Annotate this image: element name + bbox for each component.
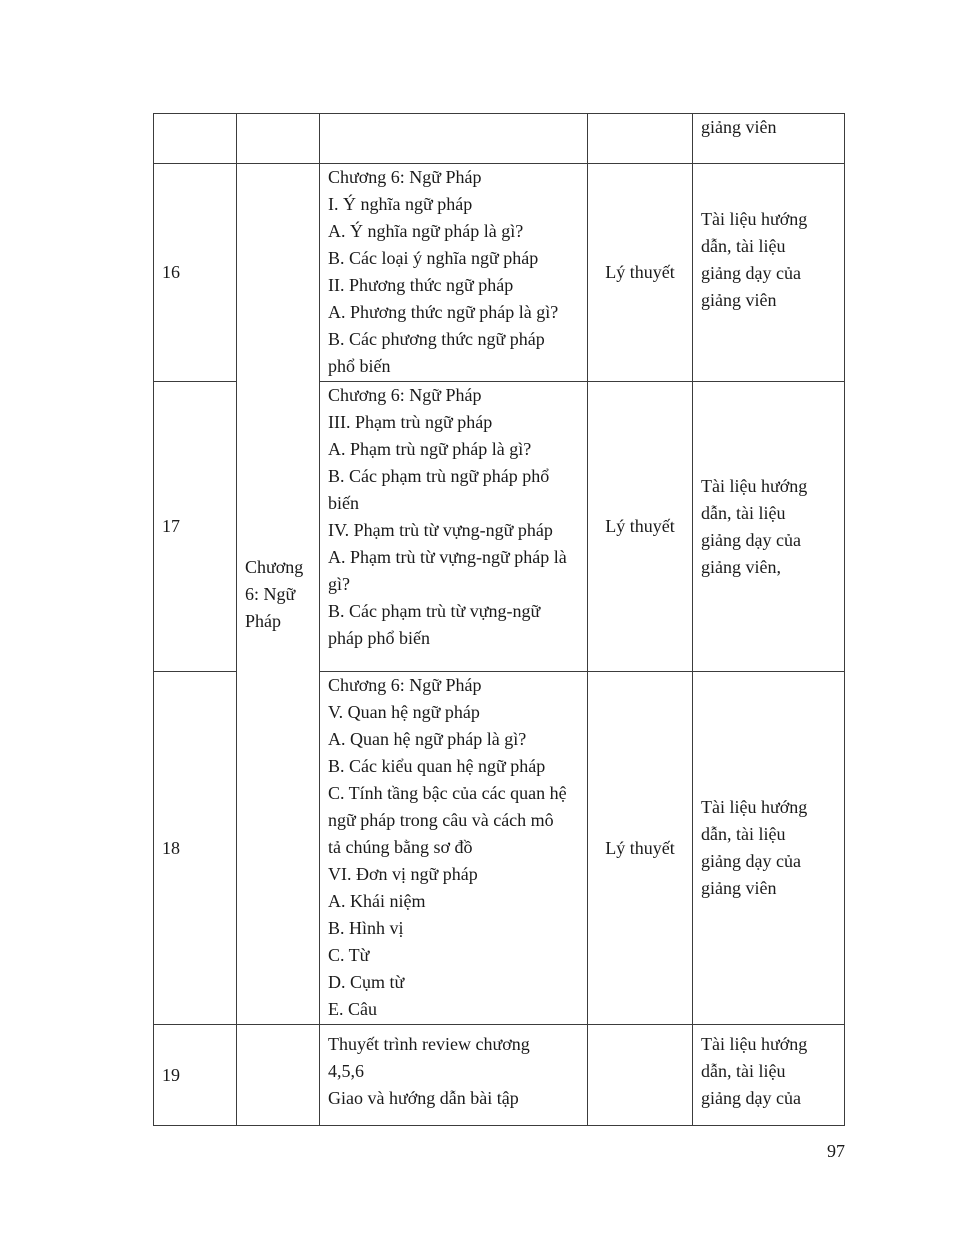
week-cell: 18: [154, 672, 237, 1025]
content-line: VI. Đơn vị ngữ pháp: [328, 864, 478, 884]
page-number: 97: [827, 1141, 845, 1161]
content-cell: [320, 114, 588, 164]
week-cell: [154, 114, 237, 164]
content-line: Chương 6: Ngữ Pháp: [328, 167, 482, 187]
materials-line: giảng viên,: [701, 556, 781, 577]
content-cell: [320, 672, 588, 1025]
content-line: A. Quan hệ ngữ pháp là gì?: [328, 729, 527, 749]
content-line: D. Cụm từ: [328, 972, 405, 992]
materials-line: giảng viên: [701, 290, 777, 310]
content-line: pháp phổ biến: [328, 628, 430, 648]
content-cell: [320, 164, 588, 382]
content-cell: [320, 1025, 588, 1126]
content-cell: [320, 382, 588, 672]
week-cell: 17: [154, 382, 237, 672]
chapter-cell: [237, 114, 320, 164]
type-cell: [588, 1025, 693, 1126]
content-line: B. Các loại ý nghĩa ngữ pháp: [328, 248, 539, 268]
materials-line: dẫn, tài liệu: [701, 236, 786, 256]
content-line: II. Phương thức ngữ pháp: [328, 275, 514, 295]
type-cell: [588, 114, 693, 164]
content-line: B. Hình vị: [328, 918, 404, 938]
content-line: B. Các phương thức ngữ pháp: [328, 329, 545, 349]
materials-line: Tài liệu hướng: [701, 797, 808, 817]
content-line: III. Phạm trù ngữ pháp: [328, 412, 493, 432]
content-line: Thuyết trình review chương: [328, 1034, 530, 1054]
content-line: C. Từ: [328, 945, 370, 965]
chapter-line: 6: Ngữ: [245, 583, 296, 604]
content-line: ngữ pháp trong câu và cách mô: [328, 810, 554, 830]
content-line: A. Phương thức ngữ pháp là gì?: [328, 302, 559, 322]
content-line: biến: [328, 493, 359, 513]
materials-line: giảng dạy của: [701, 1088, 801, 1108]
type-cell: Lý thuyết: [588, 382, 693, 672]
week-cell: 19: [154, 1025, 237, 1126]
materials-line: giảng viên: [701, 878, 777, 898]
content-line: Chương 6: Ngữ Pháp: [328, 385, 482, 405]
content-line: I. Ý nghĩa ngữ pháp: [328, 194, 473, 214]
content-line: B. Các phạm trù từ vựng-ngữ: [328, 601, 541, 621]
materials-line: Tài liệu hướng: [701, 475, 808, 496]
table-row: [154, 164, 845, 382]
materials-line: dẫn, tài liệu: [701, 824, 786, 844]
materials-line: Tài liệu hướng: [701, 209, 808, 229]
content-line: A. Phạm trù ngữ pháp là gì?: [328, 439, 532, 459]
week-cell: 16: [154, 164, 237, 382]
materials-line: dẫn, tài liệu: [701, 502, 786, 523]
materials-cell: [693, 1025, 845, 1126]
content-line: B. Các kiểu quan hệ ngữ pháp: [328, 756, 546, 776]
content-line: Chương 6: Ngữ Pháp: [328, 675, 482, 695]
content-line: gì?: [328, 574, 350, 594]
materials-line: giảng dạy của: [701, 529, 801, 550]
materials-line: dẫn, tài liệu: [701, 1061, 786, 1081]
content-line: IV. Phạm trù từ vựng-ngữ pháp: [328, 520, 553, 540]
chapter-merged-cell: [237, 164, 320, 1025]
content-line: Giao và hướng dẫn bài tập: [328, 1088, 519, 1108]
materials-line: giảng dạy của: [701, 851, 801, 871]
content-line: B. Các phạm trù ngữ pháp phổ: [328, 466, 550, 486]
content-line: A. Ý nghĩa ngữ pháp là gì?: [328, 221, 524, 241]
type-cell: Lý thuyết: [588, 164, 693, 382]
content-line: A. Phạm trù từ vựng-ngữ pháp là: [328, 547, 567, 567]
table-row: [154, 1025, 845, 1126]
content-line: phổ biến: [328, 356, 391, 376]
content-line: A. Khái niệm: [328, 891, 426, 911]
materials-cell: [693, 164, 845, 382]
syllabus-table: [153, 113, 845, 1126]
materials-line: giảng viên: [701, 117, 777, 137]
table-row: [154, 114, 845, 164]
content-line: tả chúng bằng sơ đồ: [328, 837, 473, 857]
content-line: C. Tính tầng bậc của các quan hệ: [328, 783, 567, 803]
chapter-line: Chương: [245, 556, 304, 577]
chapter-cell: [237, 1025, 320, 1126]
materials-cell: [693, 114, 845, 164]
materials-line: giảng dạy của: [701, 263, 801, 283]
content-line: V. Quan hệ ngữ pháp: [328, 702, 480, 722]
type-cell: Lý thuyết: [588, 672, 693, 1025]
materials-cell: [693, 382, 845, 672]
content-line: E. Câu: [328, 999, 377, 1019]
content-line: 4,5,6: [328, 1061, 364, 1081]
chapter-line: Pháp: [245, 610, 281, 631]
materials-cell: [693, 672, 845, 1025]
materials-line: Tài liệu hướng: [701, 1034, 808, 1054]
